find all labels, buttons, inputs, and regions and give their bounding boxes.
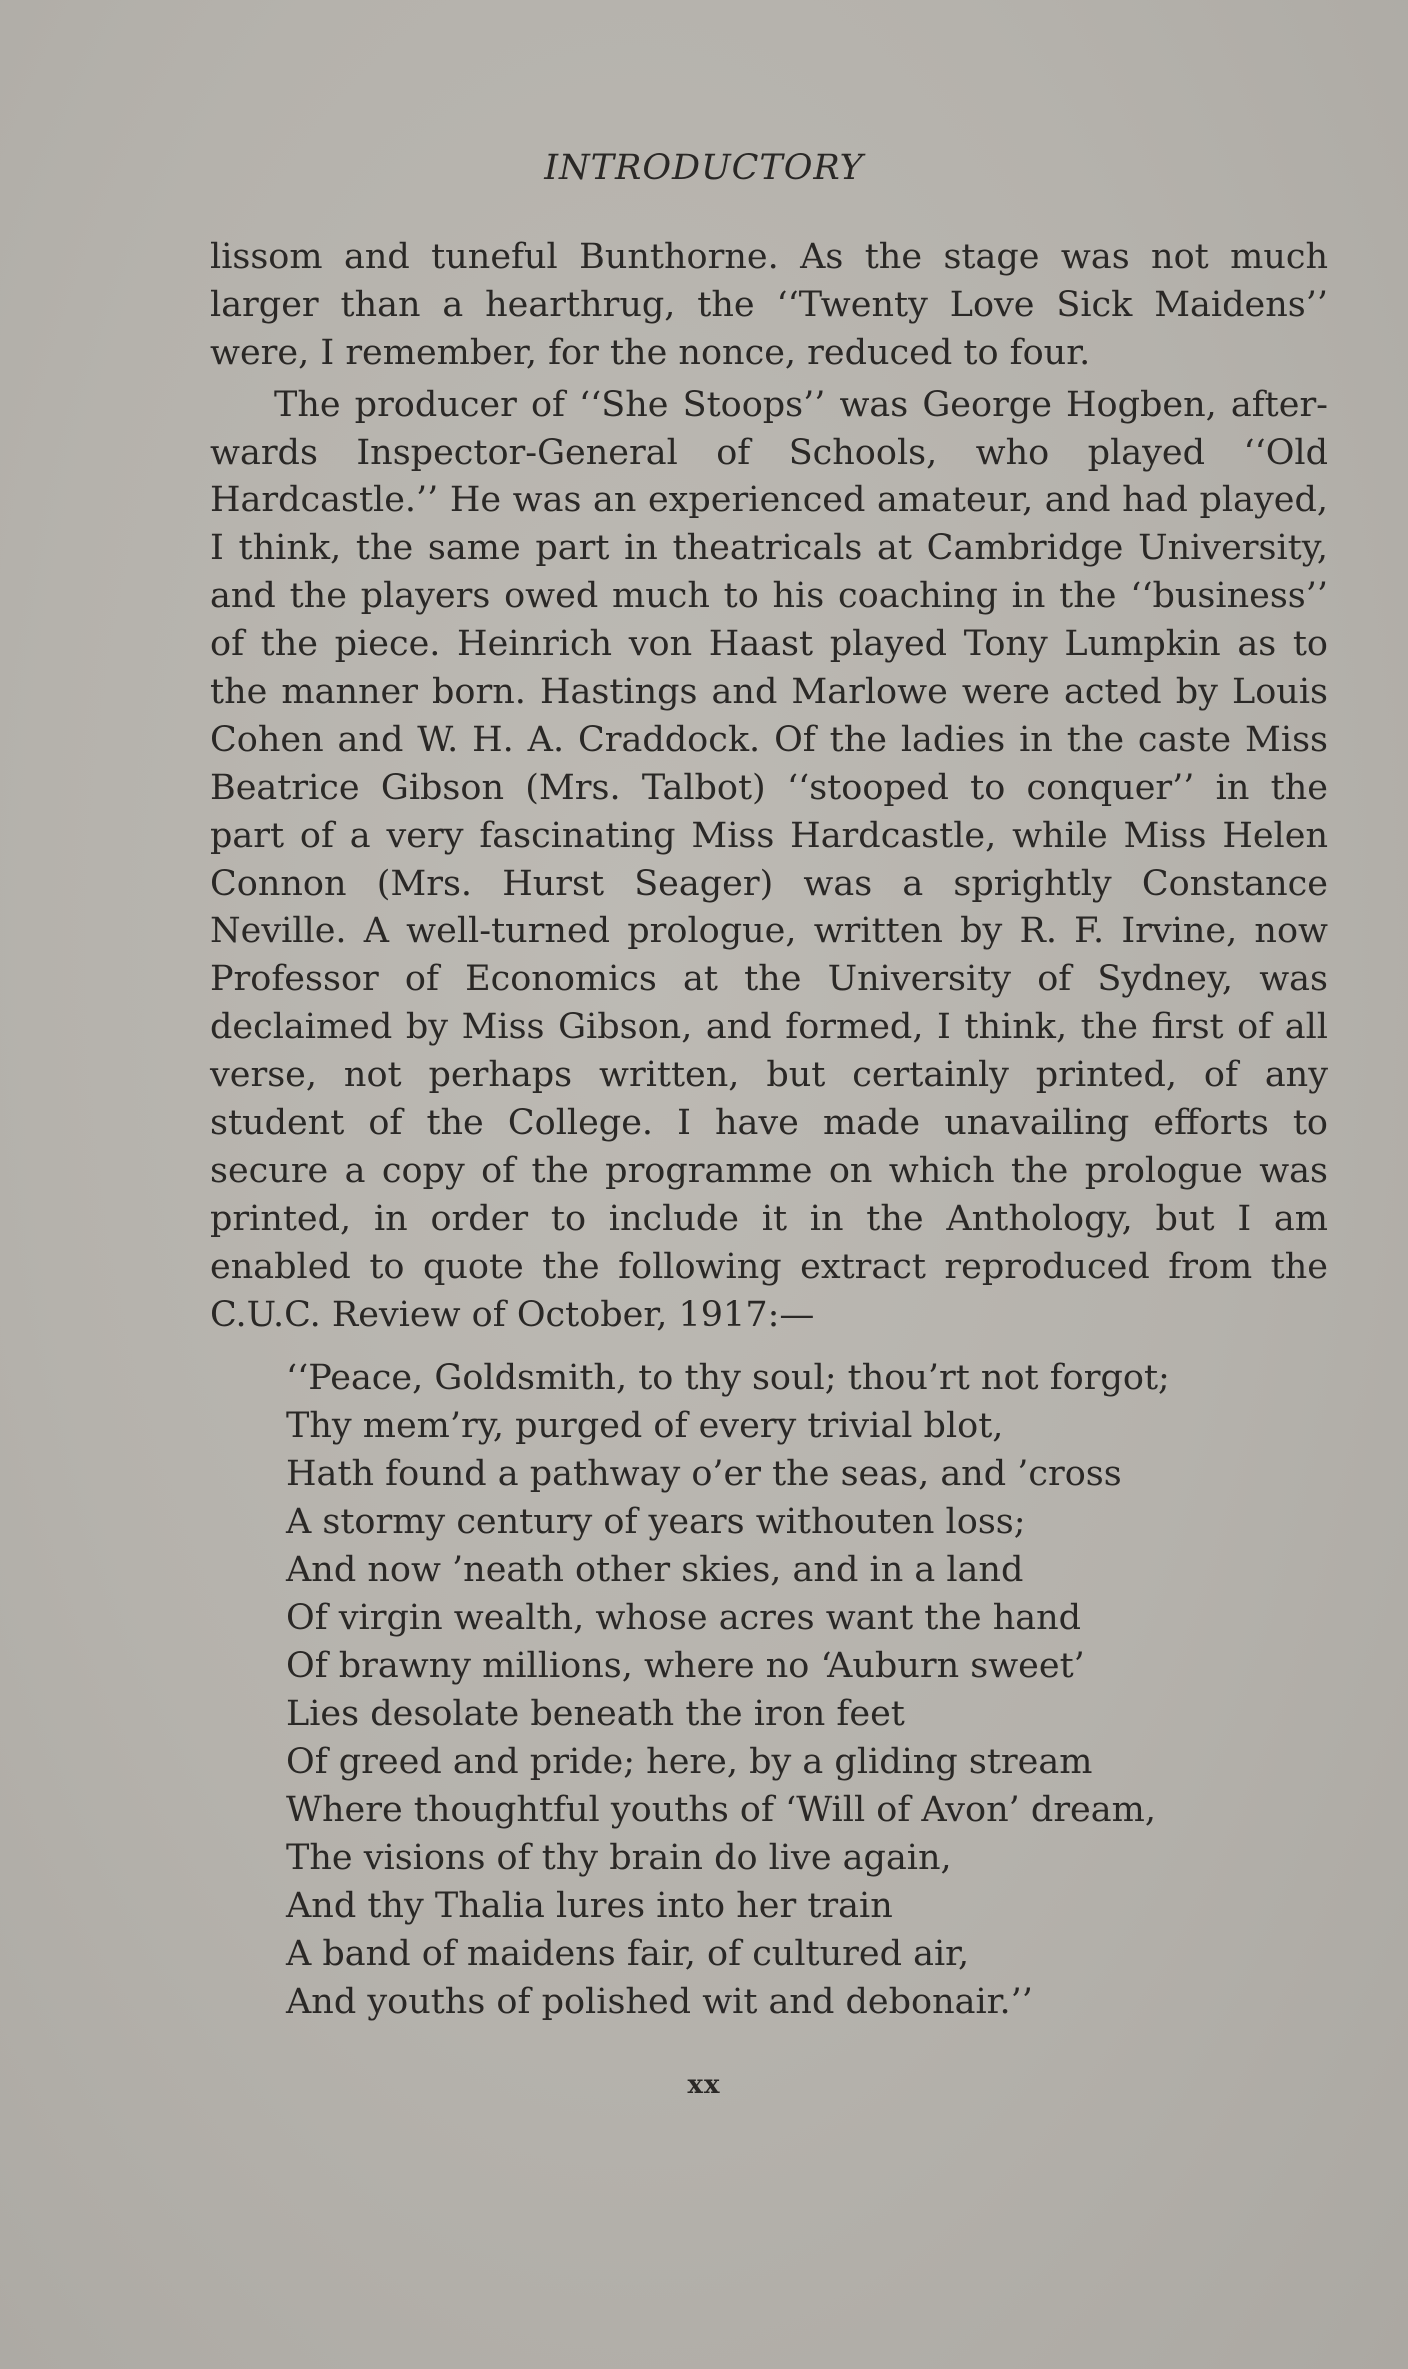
- prologue-verse: [286, 1354, 1286, 2026]
- text-line: larger than a hearthrug, the ‘‘Twenty Love Sick Maidens’’: [210, 284, 1328, 325]
- verse-line: Lies desolate beneath the iron feet: [286, 1694, 905, 1734]
- text-line: student of the College. I have made unavailing efforts to: [210, 1103, 1328, 1144]
- verse-line: Of greed and pride; here, by a gliding stream: [286, 1742, 1093, 1782]
- verse-line: Where thoughtful youths of ‘Will of Avon’ dream,: [286, 1790, 1156, 1830]
- text-line: The producer of ‘‘She Stoops’’ was George Hogben, after-: [274, 384, 1328, 425]
- text-line: verse, not perhaps written, but certainly printed, of any: [210, 1055, 1328, 1096]
- verse-line: A stormy century of years withouten loss;: [286, 1502, 1026, 1542]
- text-line: secure a copy of the programme on which the prologue was: [210, 1150, 1328, 1191]
- running-head: INTRODUCTORY: [544, 148, 864, 188]
- text-line: Connon (Mrs. Hurst Seager) was a sprightly Constance: [210, 863, 1328, 904]
- text-line: and the players owed much to his coaching in the ‘‘business’’: [210, 576, 1328, 617]
- verse-line: And youths of polished wit and debonair.’’: [286, 1982, 1033, 2022]
- verse-line: ‘‘Peace, Goldsmith, to thy soul; thou’rt not forgot;: [286, 1358, 1170, 1398]
- verse-line: A band of maidens fair, of cultured air,: [286, 1934, 970, 1974]
- text-line: Beatrice Gibson (Mrs. Talbot) ‘‘stooped to conquer’’ in the: [210, 767, 1328, 808]
- text-line: Cohen and W. H. A. Craddock. Of the ladies in the caste Miss: [210, 719, 1328, 760]
- verse-line: And now ’neath other skies, and in a land: [286, 1550, 1024, 1590]
- text-line: declaimed by Miss Gibson, and formed, I think, the first of all: [210, 1007, 1328, 1048]
- verse-line: The visions of thy brain do live again,: [286, 1838, 952, 1878]
- verse-line: Hath found a pathway o’er the seas, and ’cross: [286, 1454, 1122, 1494]
- page-number: xx: [687, 2070, 721, 2100]
- text-line: lissom and tuneful Bunthorne. As the stage was not much: [210, 237, 1328, 277]
- body-text: [210, 234, 1328, 1339]
- text-line: I think, the same part in theatricals at Cambridge University,: [210, 528, 1328, 569]
- text-line: were, I remember, for the nonce, reduced to four.: [210, 332, 1091, 373]
- text-line: of the piece. Heinrich von Haast played Tony Lumpkin as to: [210, 624, 1328, 665]
- paragraph-1: [210, 234, 1328, 378]
- text-line: the manner born. Hastings and Marlowe were acted by Louis: [210, 672, 1328, 713]
- text-line: part of a very fascinating Miss Hardcastle, while Miss Helen: [210, 815, 1328, 856]
- text-line: Professor of Economics at the University of Sydney, was: [210, 959, 1328, 1000]
- text-line: Hardcastle.’’ He was an experienced amateur, and had played,: [210, 480, 1328, 521]
- verse-line: Of brawny millions, where no ‘Auburn sweet’: [286, 1646, 1085, 1686]
- verse-line: Thy mem’ry, purged of every trivial blot,: [286, 1406, 1004, 1446]
- text-line: wards Inspector-General of Schools, who played ‘‘Old: [210, 432, 1328, 473]
- verse-line: And thy Thalia lures into her train: [286, 1886, 893, 1926]
- text-line: C.U.C. Review of October, 1917:—: [210, 1294, 815, 1335]
- paragraph-2: [210, 382, 1328, 1340]
- text-line: enabled to quote the following extract reproduced from the: [210, 1246, 1328, 1287]
- verse-line: Of virgin wealth, whose acres want the hand: [286, 1598, 1082, 1638]
- text-line: Neville. A well-turned prologue, written by R. F. Irvine, now: [210, 911, 1328, 952]
- text-line: printed, in order to include it in the Anthology, but I am: [210, 1198, 1328, 1239]
